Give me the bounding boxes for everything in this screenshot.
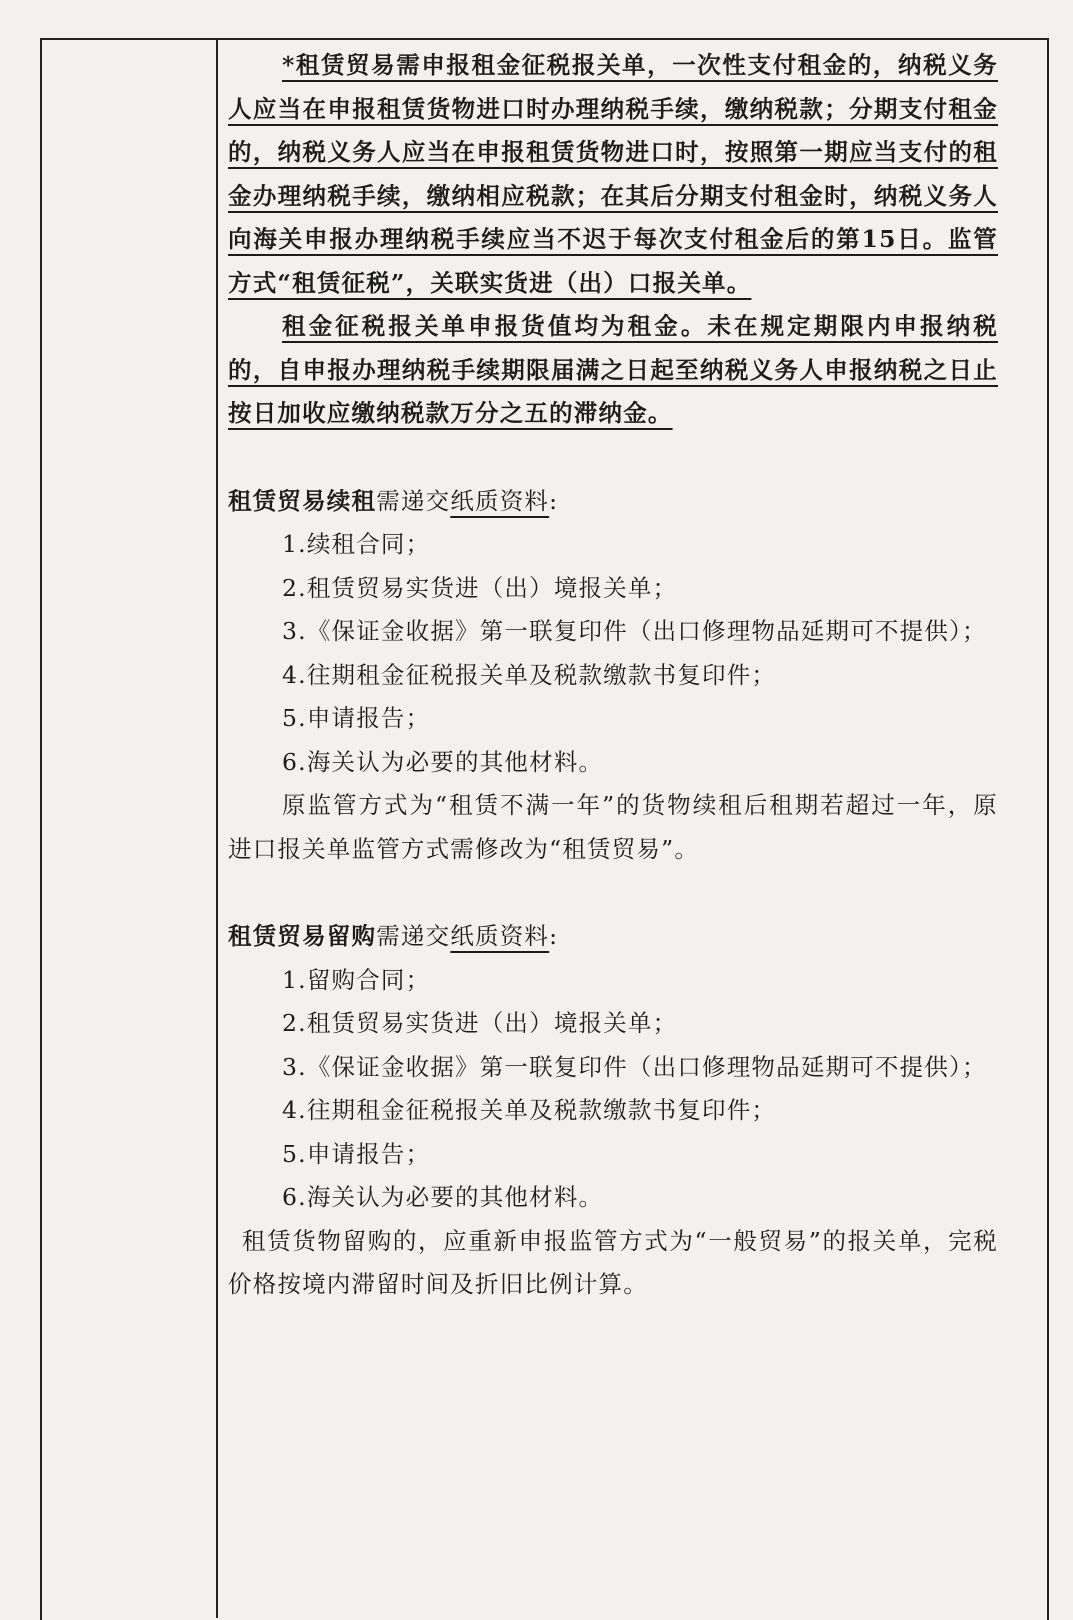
list-item: 3.《保证金收据》第一联复印件（出口修理物品延期可不提供）；	[282, 1052, 987, 1081]
renewal-note: 原监管方式为“租赁不满一年”的货物续租后租期若超过一年，原进口报关单监管方式需修改为“租赁贸易”。	[228, 791, 998, 863]
list-item: 2.租赁贸易实货进（出）境报关单；	[282, 573, 678, 602]
right-column-content	[228, 44, 998, 1307]
renewal-heading	[228, 480, 998, 524]
purchase-list	[228, 959, 998, 1220]
renewal-heading-end: :	[549, 486, 559, 515]
list-item: 4.往期租金征税报关单及税款缴款书复印件；	[282, 660, 777, 689]
list-item: 1.留购合同；	[282, 965, 431, 994]
renewal-heading-underlined: 纸质资料	[450, 486, 550, 515]
list-item: 3.《保证金收据》第一联复印件（出口修理物品延期可不提供）；	[282, 617, 987, 645]
list-item: 6.海关认为必要的其他材料。	[282, 747, 604, 776]
purchase-note: 租赁货物留购的，应重新申报监管方式为“一般贸易”的报关单，完税价格按境内滞留时间及折旧比例计算。	[228, 1226, 998, 1298]
late-fee-paragraph: 租金征税报关单申报货值均为租金。未在规定期限内申报纳税的，自申报办理纳税手续期限届满之日起至纳税义务人申报纳税之日止按日加收应缴纳税款万分之五的滞纳金。	[228, 312, 998, 427]
list-item: 6.海关认为必要的其他材料。	[282, 1183, 604, 1211]
purchase-heading-bold: 租赁贸易留购	[228, 922, 377, 950]
purchase-heading	[228, 915, 998, 959]
column-divider	[216, 38, 218, 1618]
purchase-heading-end: :	[549, 922, 559, 950]
list-item: 1.续租合同；	[282, 530, 431, 558]
list-item: 5.申请报告；	[282, 1139, 431, 1168]
list-item: 5.申请报告；	[282, 704, 431, 732]
renewal-list	[228, 523, 998, 784]
renewal-heading-mid: 需递交	[376, 486, 451, 515]
purchase-heading-mid: 需递交	[376, 922, 451, 950]
tax-declaration-paragraph: *租赁贸易需申报租金征税报关单，一次性支付租金的，纳税义务人应当在申报租赁货物进口时办理纳税手续，缴纳税款；分期支付租金的，纳税义务人应当在申报租赁货物进口时，按照第一期应当支付的租金办理纳税手续，缴纳相应税款；在其后分期支付租金时，纳税义务人向海关申报办理纳税手续应当不迟于每次支付租金后的第15日。监管方式“租赁征税”，关联实货进（出）口报关单。	[228, 51, 998, 297]
list-item: 4.往期租金征税报关单及税款缴款书复印件；	[282, 1096, 777, 1124]
purchase-heading-underlined: 纸质资料	[450, 922, 550, 950]
list-item: 2.租赁贸易实货进（出）境报关单；	[282, 1009, 678, 1037]
renewal-heading-bold: 租赁贸易续租	[228, 486, 377, 515]
